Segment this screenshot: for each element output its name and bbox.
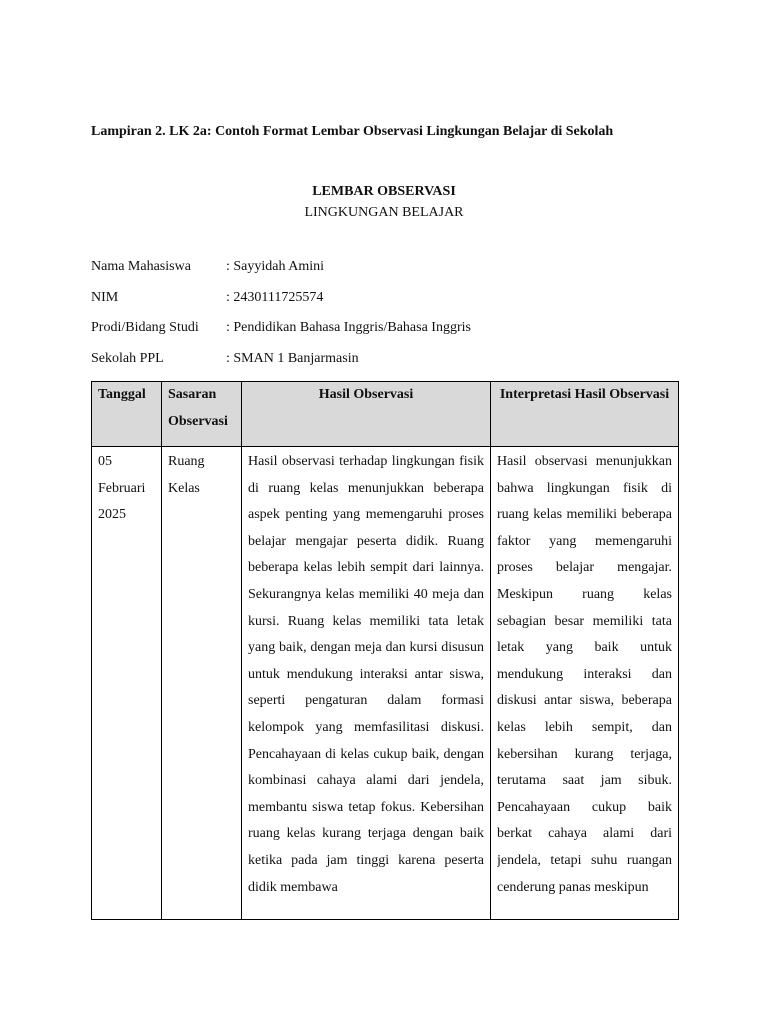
cell-hasil-observasi <box>242 447 491 920</box>
observation-table <box>91 381 679 920</box>
info-label: Nama Mahasiswa <box>91 259 191 274</box>
info-value: : Pendidikan Bahasa Inggris/Bahasa Inggris <box>226 320 471 335</box>
sasaran-text: Ruang Kelas <box>168 454 205 496</box>
interpretasi-text: Hasil observasi menunjukkan bahwa lingkungan fisik di ruang kelas memiliki beberapa faktor yang memengaruhi proses belajar mengajar. Meskipun ruang kelas sebagian besar memiliki tata letak yang baik untuk mendukung interaksi dan diskusi antar siswa, beberapa kelas lebih sempit, dan kebersihan kurang terjaga, terutama saat jam sibuk. Pencahayaan cukup baik berkat cahaya alami dari jendela, tetapi suhu ruangan cenderung panas meskipun <box>497 454 672 895</box>
header-sasaran-observasi: Sasaran Observasi <box>162 382 242 447</box>
header-hasil-observasi: Hasil Observasi <box>242 382 491 447</box>
info-label: Prodi/Bidang Studi <box>91 320 199 335</box>
document-subtitle: LINGKUNGAN BELAJAR <box>304 205 464 220</box>
hasil-observasi-text: Hasil observasi terhadap lingkungan fisik di ruang kelas menunjukkan beberapa aspek penting yang memengaruhi proses belajar mengajar peserta didik. Ruang beberapa kelas lebih sempit dari lainnya. Sekurangnya kelas memiliki 40 meja dan kursi. Ruang kelas memiliki tata letak yang baik, dengan meja dan kursi disusun untuk mendukung interaksi antar siswa, seperti pengaturan dalam formasi kelompok yang memfasilitasi diskusi. Pencahayaan di kelas cukup baik, dengan kombinasi cahaya alami dari jendela, membantu siswa tetap fokus. Kebersihan ruang kelas kurang terjaga dengan baik ketika pada jam tinggi karena peserta didik membawa <box>248 454 484 895</box>
info-label: NIM <box>91 290 119 305</box>
header-interpretasi-hasil-observasi: Interpretasi Hasil Observasi <box>491 382 679 447</box>
cell-tanggal <box>92 447 162 920</box>
info-value: : 2430111725574 <box>226 290 324 305</box>
info-label: Sekolah PPL <box>91 351 164 366</box>
appendix-heading: Lampiran 2. LK 2a: Contoh Format Lembar Observasi Lingkungan Belajar di Sekolah <box>91 124 614 139</box>
header-tanggal: Tanggal <box>92 382 162 447</box>
cell-interpretasi <box>491 447 679 920</box>
tanggal-text: 05 Februari 2025 <box>98 454 146 523</box>
table-row <box>92 447 679 920</box>
document-title: LEMBAR OBSERVASI <box>312 184 456 199</box>
cell-sasaran <box>162 447 242 920</box>
table-header-row <box>92 382 679 447</box>
info-value: : SMAN 1 Banjarmasin <box>226 351 359 366</box>
info-value: : Sayyidah Amini <box>226 259 324 274</box>
